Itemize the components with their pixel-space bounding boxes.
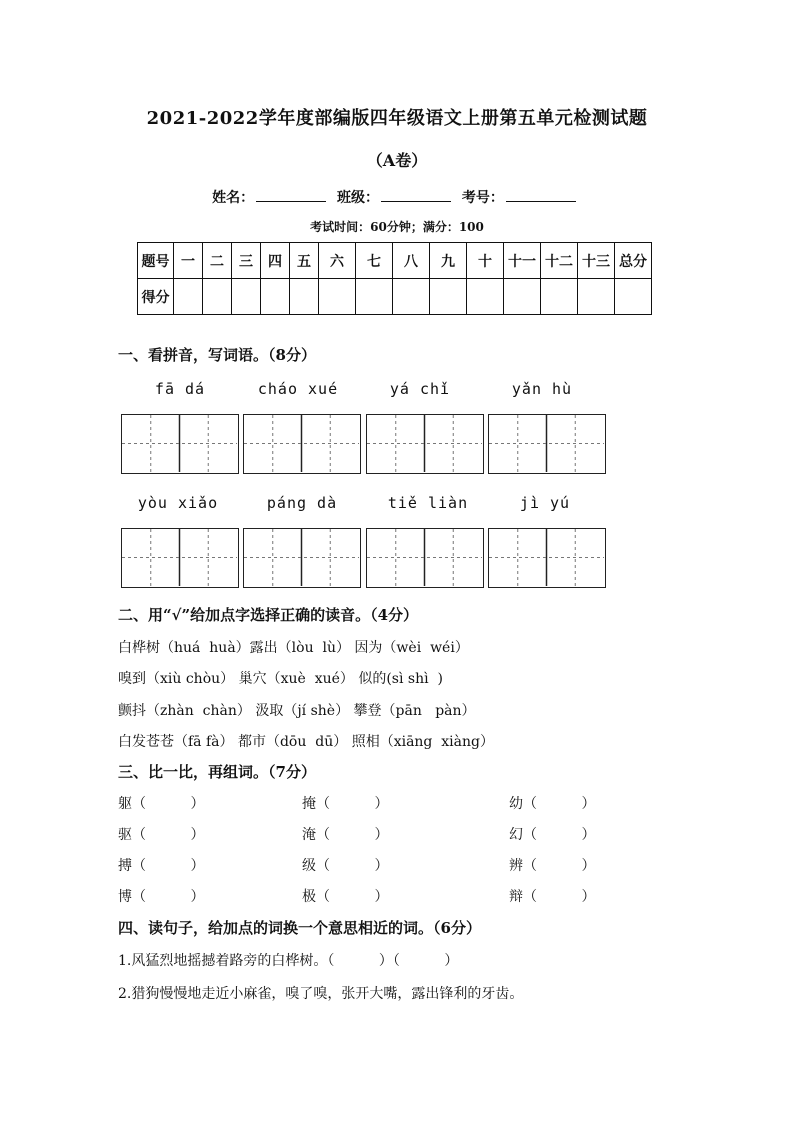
score-table-header-row xyxy=(138,243,652,279)
word-item: 博（ ） xyxy=(118,889,205,905)
score-cell[interactable] xyxy=(356,279,393,315)
score-cell[interactable] xyxy=(578,279,615,315)
score-col: 八 xyxy=(393,243,430,279)
writing-grid[interactable] xyxy=(121,414,239,474)
score-cell[interactable] xyxy=(541,279,578,315)
student-info xyxy=(0,187,794,207)
score-col: 五 xyxy=(290,243,319,279)
score-cell[interactable] xyxy=(467,279,504,315)
class-label: 班级： xyxy=(337,190,379,206)
word-item: 掩（ ） xyxy=(302,796,389,812)
page-subtitle: （A卷） xyxy=(366,151,428,170)
writing-grid[interactable] xyxy=(121,528,239,588)
section2-heading: 二、用“√”给加点字选择正确的读音。（4分） xyxy=(118,606,419,624)
class-field[interactable] xyxy=(381,189,451,202)
pinyin-label: yòu xiǎo xyxy=(137,494,219,512)
word-item: 躯（ ） xyxy=(118,796,205,812)
score-table xyxy=(137,242,652,315)
writing-grid[interactable] xyxy=(488,414,606,474)
score-col: 二 xyxy=(203,243,232,279)
pinyin-label: yǎn hù xyxy=(511,380,573,398)
score-cell[interactable] xyxy=(203,279,232,315)
name-label: 姓名： xyxy=(212,190,255,206)
score-cell[interactable] xyxy=(615,279,652,315)
score-col: 七 xyxy=(356,243,393,279)
section3-heading: 三、比一比，再组词。（7分） xyxy=(118,763,316,781)
reading-line: 嗅到（xiù chòu） 巢穴（xuè xué） 似的(sì shì ) xyxy=(118,671,443,687)
id-field[interactable] xyxy=(506,189,576,202)
section1-heading: 一、看拼音，写词语。（8分） xyxy=(118,346,316,364)
score-cell[interactable] xyxy=(393,279,430,315)
score-cell[interactable] xyxy=(232,279,261,315)
score-cell[interactable] xyxy=(319,279,356,315)
score-col: 六 xyxy=(319,243,356,279)
pinyin-label: yá chǐ xyxy=(389,380,451,398)
reading-line: 白桦树（huá huà）露出（lòu lù） 因为（wèi wéi） xyxy=(118,640,469,656)
word-item: 辩（ ） xyxy=(509,889,596,905)
writing-grid[interactable] xyxy=(243,414,361,474)
reading-line: 颤抖（zhàn chàn） 汲取（jí shè） 攀登（pān pàn） xyxy=(118,703,476,719)
score-col: 十三 xyxy=(578,243,615,279)
page-title: 2021-2022学年度部编版四年级语文上册第五单元检测试题 xyxy=(146,108,648,129)
score-col: 九 xyxy=(430,243,467,279)
writing-grid[interactable] xyxy=(488,528,606,588)
score-cell[interactable] xyxy=(504,279,541,315)
pinyin-label: jì yú xyxy=(519,494,571,512)
exam-time-info: 考试时间：60分钟；满分：100 xyxy=(310,220,484,234)
section4-heading: 四、读句子，给加点的词换一个意思相近的词。（6分） xyxy=(118,919,481,937)
word-item: 搏（ ） xyxy=(118,858,205,874)
score-cell[interactable] xyxy=(261,279,290,315)
score-col: 总分 xyxy=(615,243,652,279)
writing-grid[interactable] xyxy=(366,528,484,588)
pinyin-label: fā dá xyxy=(154,380,206,398)
score-col: 一 xyxy=(174,243,203,279)
score-col: 四 xyxy=(261,243,290,279)
word-item: 淹（ ） xyxy=(302,827,389,843)
writing-grid[interactable] xyxy=(243,528,361,588)
score-cell[interactable] xyxy=(290,279,319,315)
score-table-score-row xyxy=(138,279,652,315)
sentence-line: 2.猎狗慢慢地走近小麻雀，嗅了嗅，张开大嘴，露出锋利的牙齿。 xyxy=(118,986,524,1002)
word-item: 驱（ ） xyxy=(118,827,205,843)
word-item: 幼（ ） xyxy=(509,796,596,812)
score-col: 三 xyxy=(232,243,261,279)
score-col: 十一 xyxy=(504,243,541,279)
sentence-line: 1.风猛烈地摇撼着路旁的白桦树。（ ）（ ） xyxy=(118,953,459,969)
word-item: 幻（ ） xyxy=(509,827,596,843)
word-item: 级（ ） xyxy=(302,858,389,874)
pinyin-label: tiě liàn xyxy=(387,494,469,512)
word-item: 辨（ ） xyxy=(509,858,596,874)
id-label: 考号： xyxy=(461,190,504,206)
writing-grid[interactable] xyxy=(366,414,484,474)
score-table-label: 题号 xyxy=(138,243,174,279)
score-col: 十二 xyxy=(541,243,578,279)
score-cell[interactable] xyxy=(174,279,203,315)
name-field[interactable] xyxy=(256,189,326,202)
pinyin-label: cháo xué xyxy=(257,380,339,398)
score-cell[interactable] xyxy=(430,279,467,315)
pinyin-label: páng dà xyxy=(266,494,338,512)
reading-line: 白发苍苍（fā fà） 都市（dōu dū） 照相（xiāng xiàng） xyxy=(118,734,494,750)
score-table-label: 得分 xyxy=(138,279,174,315)
score-col: 十 xyxy=(467,243,504,279)
word-item: 极（ ） xyxy=(302,889,389,905)
